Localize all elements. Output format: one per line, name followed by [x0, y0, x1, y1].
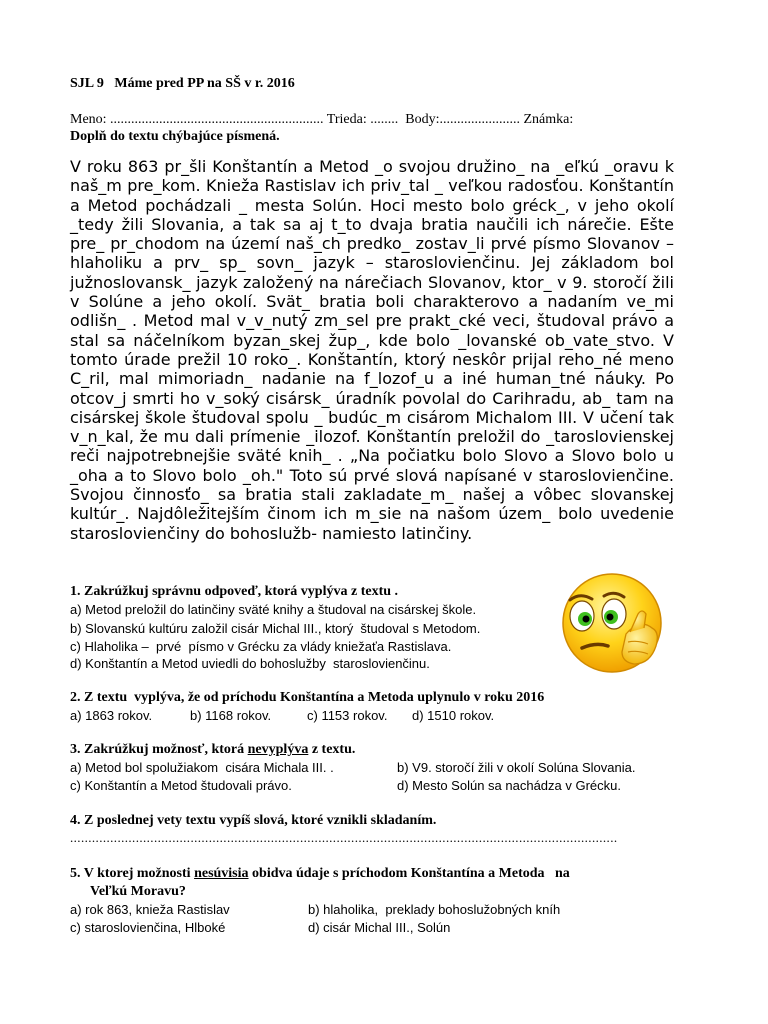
- student-info-line: Meno: ............................................................. Trieda: ........ Body:....................... Známka:: [70, 112, 574, 127]
- question-3-option-a[interactable]: a) Metod bol spolužiakom cisára Michala III. .: [70, 760, 334, 775]
- question-1-option-d[interactable]: d) Konštantín a Metod uviedli do bohoslužby staroslovienčinu.: [70, 656, 430, 671]
- question-5-title-start: 5. V ktorej možnosti: [70, 866, 195, 881]
- question-5-title-end: obidva údaje s príchodom Konštantína a Metoda na: [248, 866, 570, 881]
- question-5-title: [70, 866, 570, 882]
- thinking-face-emoji-icon: [552, 572, 680, 674]
- question-2-title: 2. Z textu vyplýva, že od príchodu Konštantína a Metoda uplynulo v roku 2016: [70, 690, 545, 705]
- question-3-title: [70, 742, 355, 758]
- question-2-option-b[interactable]: b) 1168 rokov.: [190, 708, 272, 723]
- worksheet-title: SJL 9 Máme pred PP na SŠ v r. 2016: [70, 76, 295, 91]
- question-3-title-emphasis: nevyplýva: [247, 742, 309, 757]
- question-2-option-a[interactable]: a) 1863 rokov.: [70, 708, 153, 723]
- question-5-title-line-2: Veľkú Moravu?: [90, 884, 186, 899]
- question-1-option-b[interactable]: b) Slovanskú kultúru založil cisár Michal III., ktorý študoval s Metodom.: [70, 621, 481, 636]
- question-1-option-a[interactable]: a) Metod preložil do latinčiny sväté knihy a študoval na cisárskej škole.: [70, 602, 477, 617]
- question-3-option-b[interactable]: b) V9. storočí žili v okolí Solúna Slovania.: [397, 760, 636, 775]
- question-1-title: 1. Zakrúžkuj správnu odpoveď, ktorá vyplýva z textu .: [70, 584, 399, 599]
- question-5-option-c[interactable]: c) staroslovienčina, Hlboké: [70, 920, 226, 935]
- question-4-answer-line[interactable]: ......................................................................................................................................................: [70, 830, 618, 845]
- question-3-title-end: z textu.: [308, 742, 356, 757]
- question-2-option-d[interactable]: d) 1510 rokov.: [412, 708, 495, 723]
- question-1-option-c[interactable]: c) Hlaholika – prvé písmo v Grécku za vlády kniežaťa Rastislava.: [70, 639, 452, 654]
- question-3-option-c[interactable]: c) Konštantín a Metod študovali právo.: [70, 778, 292, 793]
- question-5-option-a[interactable]: a) rok 863, knieža Rastislav: [70, 902, 230, 917]
- fill-in-paragraph: V roku 863 pr_šli Konštantín a Metod _o svojou družino_ na _eľkú _oravu k naš_m pre_kom. Knieža Rastislav ich priv_tal _ veľkou radosťou. Konštantín a Metod pochádzali _ mesta Solún. Hoci mesto bolo gréck_, v jeho okolí _tedy žili Slovania, a tak sa aj t_to dvaja bratia naučili ich nárečie. Ešte pre_ pr_chodom na území naš_ch predko_ zostav_li prvé písmo Slovanov – hlaholiku a prv_ sp_ sovn_ jazyk – staroslovienčinu. Jej základom bol južnoslovansk_ jazyk založený na nárečiach Slovanov, ktor_ v 9. storočí žili v Solúne a jeho okolí. Svät_ bratia boli charakterovo a nadaním ve_mi odlišn_ . Metod mal v_v_nutý zm_sel pre prakt_cké veci, študoval právo a stal sa náčelníkom byzan_skej žup_, kde bolo _lovanské ob_vate_stvo. V tomto úrade prežil 10 roko_. Konštantín, ktorý neskôr prijal reho_né meno C_ril, mal mimoriadn_ nadanie na f_lozof_u a iné human_tné náuky. Po otcov_j smrti ho v_soký cisársk_ úradník povolal do Carihradu, ab_ tam na cisárskej škole študoval spolu _ budúc_m cisárom Michalom III. V učení tak v_n_kal, že mu dali prímenie _ilozof. Konštantín preložil do _taroslovienskej reči najpotrebnejšie sväté knih_ . „Na počiatku bolo Slovo a Slovo bolo u _oha a to Slovo bolo _oh." Toto sú prvé slová napísané v staroslovienčine. Svojou činnosťo_ sa bratia stali zakladate_m_ našej a vôbec slovanskej kultúr_. Najdôležitejším činom ich m_sie na našom územ_ bolo uvedenie staroslovienčiny do bohoslužb- namiesto latinčiny.: [70, 157, 674, 543]
- question-4-title: 4. Z poslednej vety textu vypíš slová, ktoré vznikli skladaním.: [70, 813, 437, 828]
- question-2-option-c[interactable]: c) 1153 rokov.: [307, 708, 388, 723]
- fill-in-instruction: Doplň do textu chýbajúce písmená.: [70, 129, 280, 144]
- question-5-option-d[interactable]: d) cisár Michal III., Solún: [308, 920, 451, 935]
- question-5-option-b[interactable]: b) hlaholika, preklady bohoslužobných kníh: [308, 902, 561, 917]
- question-3-title-start: 3. Zakrúžkuj možnosť, ktorá: [70, 742, 248, 757]
- question-3-option-d[interactable]: d) Mesto Solún sa nachádza v Grécku.: [397, 778, 622, 793]
- question-5-title-emphasis: nesúvisia: [194, 866, 249, 881]
